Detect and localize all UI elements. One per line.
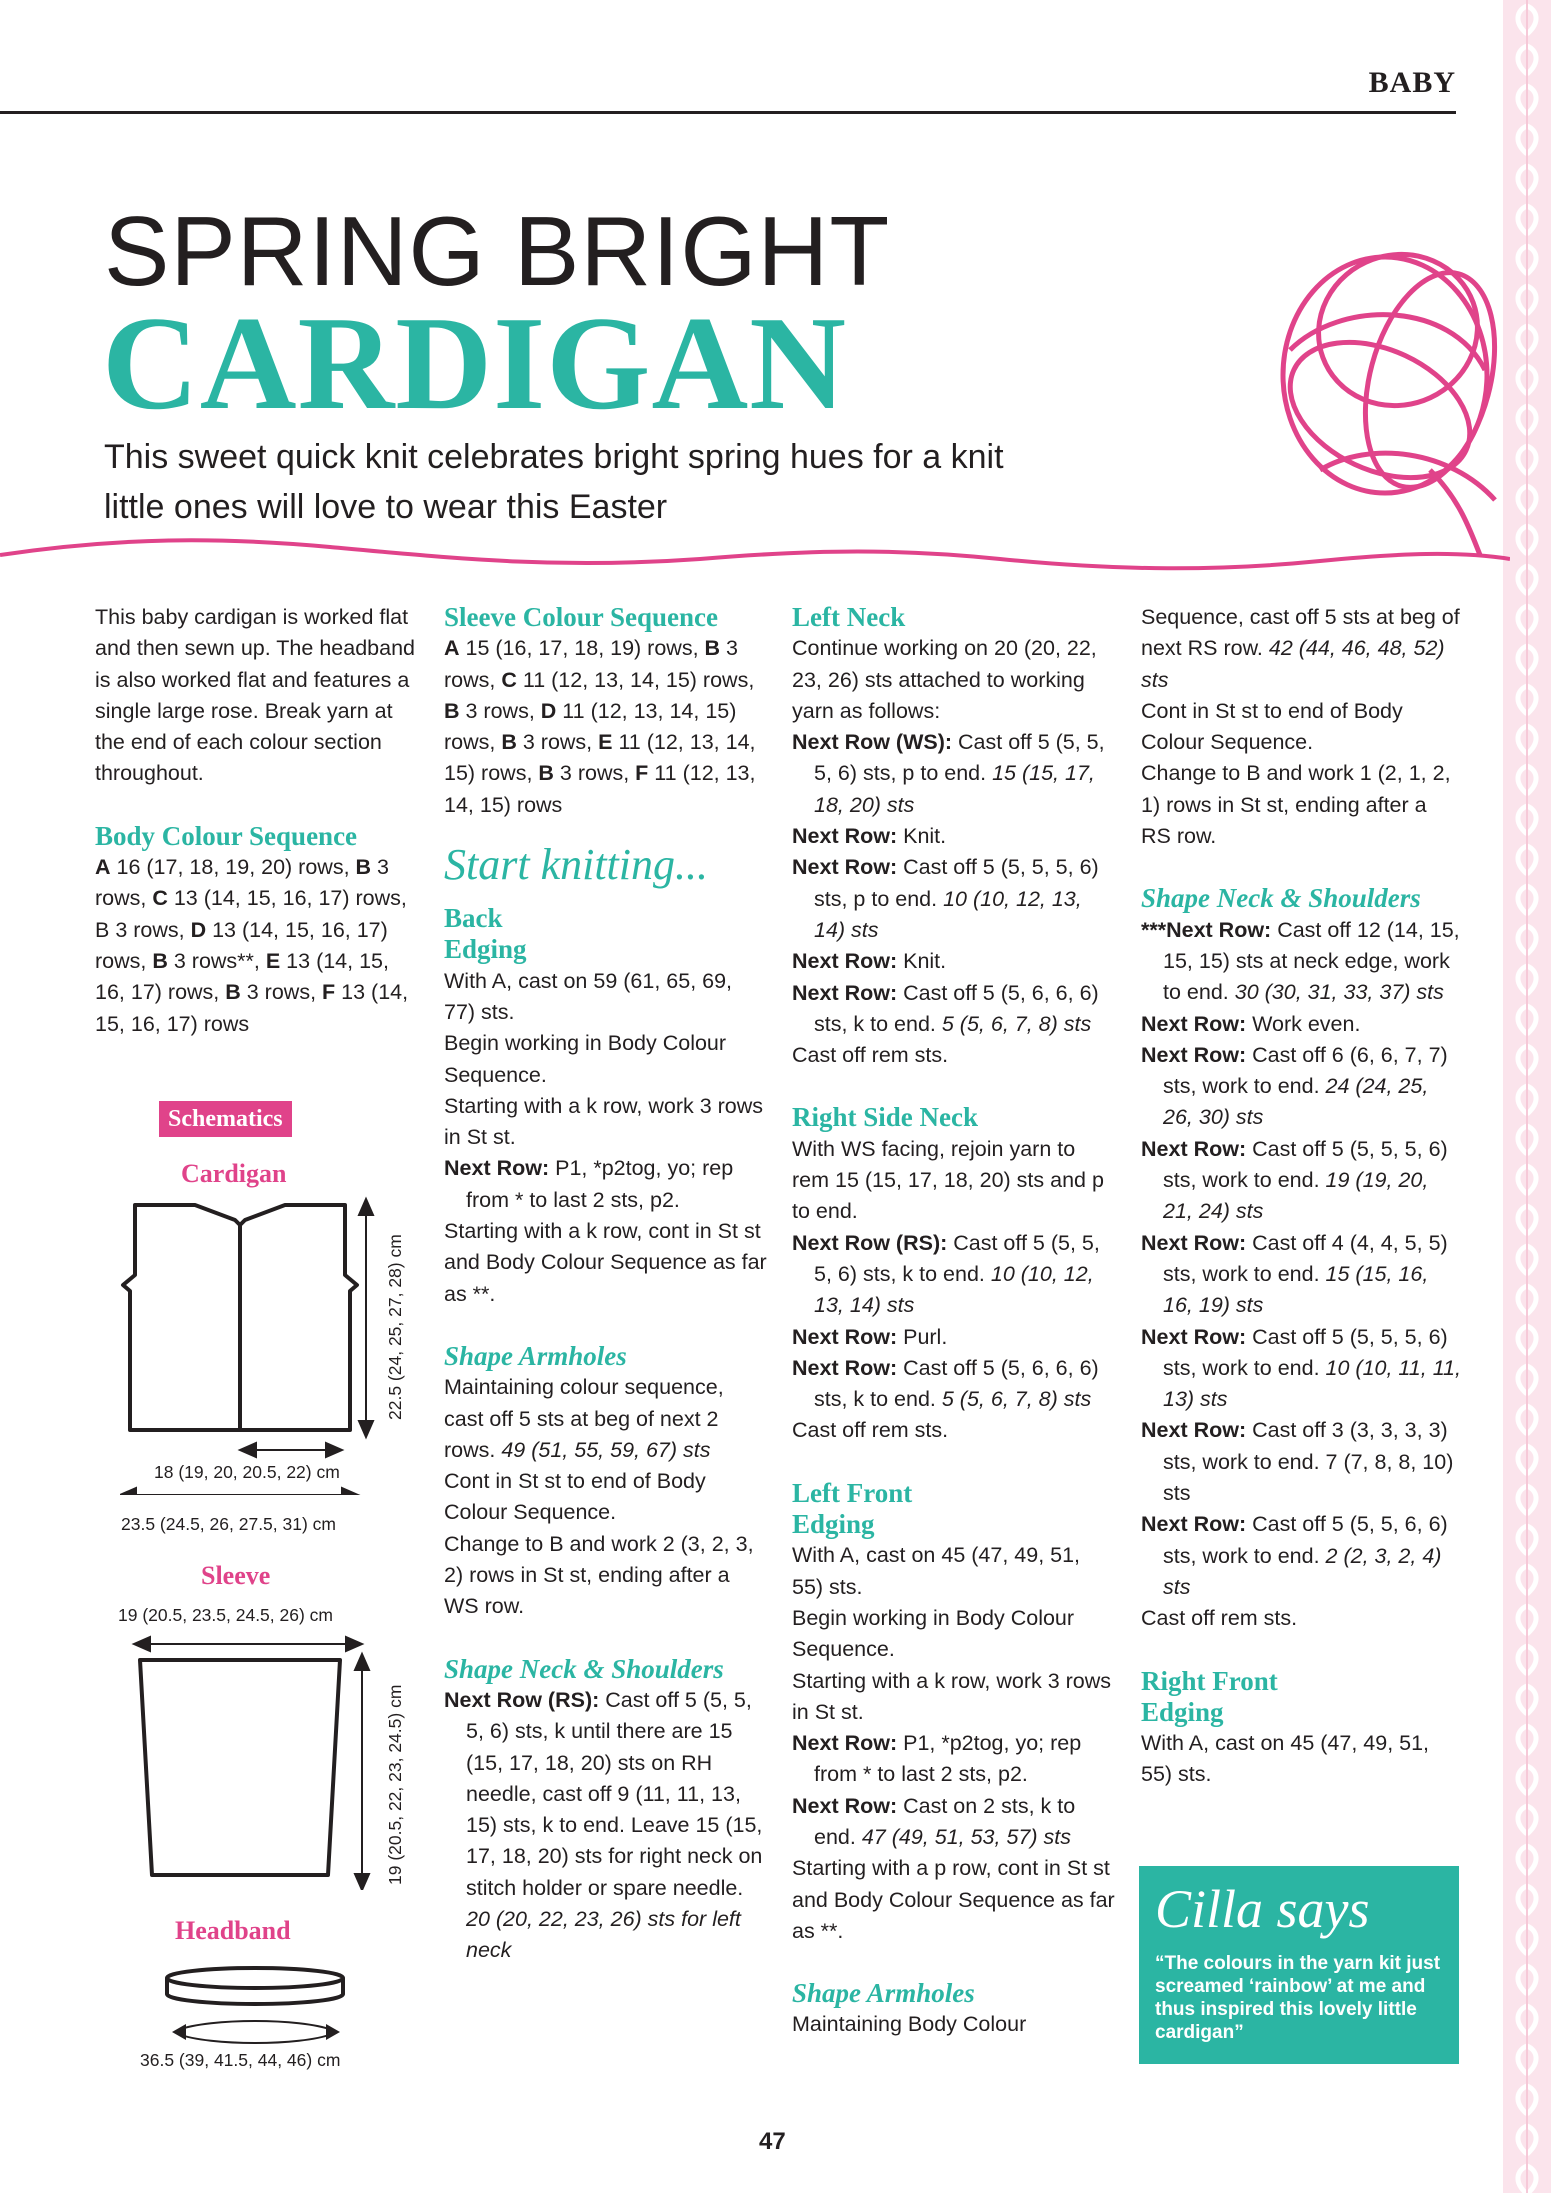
- start-knitting-heading: Start knitting...: [444, 840, 708, 890]
- headband-width-dimension: 36.5 (39, 41.5, 44, 46) cm: [140, 2050, 341, 2070]
- left-front-step-2: Begin working in Body Colour Sequence.: [792, 1605, 1075, 1662]
- front-neck-step-8: Next Row: Cast off 5 (5, 5, 6, 6) sts, work to end. 2 (2, 3, 2, 4) sts: [1141, 1512, 1448, 1599]
- front-neck-step-7: Next Row: Cast off 3 (3, 3, 3, 3) sts, work to end. 7 (7, 8, 8, 10) sts: [1141, 1418, 1454, 1506]
- left-front-step-5: Next Row: Cast on 2 sts, k to end. 47 (49, 51, 53, 57) sts: [792, 1793, 1076, 1849]
- front-neck-step-6: Next Row: Cast off 5 (5, 5, 5, 6) sts, work to end. 10 (10, 11, 11, 13) sts: [1141, 1324, 1461, 1412]
- sleeve-label: Sleeve: [201, 1561, 271, 1590]
- back-heading: Back: [444, 903, 503, 934]
- body-colour-sequence: A 16 (17, 18, 19, 20) rows, B 3 rows, C 13 (14, 15, 16, 17) rows, B 3 rows, D 13 (14, 15, 16, 17) rows, B 3 rows**, E 13 (14, 15, 16, 17) rows, B 3 rows, F 13 (14, 15, 16, 17) rows: [95, 855, 409, 1036]
- armholes-step-3: Change to B and work 2 (3, 2, 3, 2) rows in St st, ending after a WS row.: [444, 1531, 754, 1619]
- back-step-5: Starting with a k row, cont in St st and Body Colour Sequence as far as **.: [444, 1219, 767, 1306]
- section-label: BABY: [1368, 66, 1456, 99]
- col4-step-3: Change to B and work 1 (2, 1, 2, 1) rows in St st, ending after a RS row.: [1141, 761, 1451, 849]
- cardigan-height-dimension: 22.5 (24, 25, 27, 28) cm: [385, 1234, 405, 1420]
- right-front-step-1: With A, cast on 45 (47, 49, 51, 55) sts.: [1141, 1731, 1430, 1787]
- page-number: 47: [759, 2128, 786, 2155]
- column-4: [1141, 602, 1461, 1791]
- back-step-2: Begin working in Body Colour Sequence.: [444, 1031, 727, 1087]
- front-neck-step-9: Cast off rem sts.: [1141, 1606, 1298, 1631]
- left-front-heading: Left Front: [792, 1477, 913, 1508]
- left-front-step-1: With A, cast on 45 (47, 49, 51, 55) sts.: [792, 1543, 1081, 1599]
- right-neck-step-4: Next Row: Cast off 5 (5, 6, 6, 6) sts, k to end. 5 (5, 6, 7, 8) sts: [792, 1355, 1099, 1412]
- wavy-divider: [0, 535, 1510, 585]
- right-neck-step-2: Next Row (RS): Cast off 5 (5, 5, 5, 6) sts, k to end. 10 (10, 12, 13, 14) sts: [792, 1230, 1100, 1318]
- braid-pattern: [1503, 0, 1551, 2193]
- cilla-says-callout: [1139, 1866, 1459, 2064]
- back-edging-heading: Edging: [444, 934, 527, 965]
- right-neck-heading: Right Side Neck: [792, 1102, 979, 1133]
- column-2: [444, 602, 769, 1967]
- sleeve-colour-heading: Sleeve Colour Sequence: [444, 602, 718, 632]
- left-front-step-3: Starting with a k row, work 3 rows in St st.: [792, 1668, 1112, 1724]
- sleeve-colour-sequence: A 15 (16, 17, 18, 19) rows, B 3 rows, C 11 (12, 13, 14, 15) rows, B 3 rows, D 11 (12, 13, 14, 15) rows, B 3 rows, E 11 (12, 13, 14, 15) rows, B 3 rows, F 11 (12, 13, 14, 15) rows: [444, 636, 756, 817]
- schematics-badge: Schematics: [159, 1101, 292, 1137]
- cardigan-label: Cardigan: [181, 1159, 287, 1188]
- left-neck-step-1: Continue working on 20 (20, 22, 23, 26) sts attached to working yarn as follows:: [792, 636, 1097, 723]
- back-step-3: Starting with a k row, work 3 rows in St st.: [444, 1093, 764, 1150]
- right-neck-step-3: Next Row: Purl.: [792, 1324, 948, 1349]
- front-neck-step-1: ***Next Row: Cast off 12 (14, 15, 15, 15) sts at neck edge, work to end. 30 (30, 31, 33, 37) sts: [1141, 917, 1460, 1005]
- sleeve-schematic: [130, 1630, 400, 1890]
- front-neck-step-3: Next Row: Cast off 6 (6, 6, 7, 7) sts, work to end. 24 (24, 25, 26, 30) sts: [1141, 1042, 1448, 1130]
- back-step-1: With A, cast on 59 (61, 65, 69, 77) sts.: [444, 968, 733, 1024]
- shape-neck-heading: Shape Neck & Shoulders: [444, 1653, 724, 1684]
- column-3: [792, 602, 1117, 2041]
- right-front-heading: Right Front: [1141, 1665, 1278, 1696]
- right-front-edging-heading: Edging: [1141, 1696, 1224, 1727]
- intro-text: This baby cardigan is worked flat and then sewn up. The headband is also worked flat and features a single large rose. Break yarn at the end of each colour section throughout.: [95, 605, 415, 786]
- left-front-armholes-heading: Shape Armholes: [792, 1978, 975, 2009]
- headband-schematic: [150, 1960, 370, 2050]
- shape-armholes-heading: Shape Armholes: [444, 1340, 627, 1371]
- neck-step-1: Next Row (RS): Cast off 5 (5, 5, 5, 6) sts, k until there are 15 (15, 17, 18, 20) sts on RH needle, cast off 9 (11, 11, 13, 15) sts, k to end. Leave 15 (15, 17, 18, 20) sts for right neck on stitch holder or spare needle. 20 (20, 22, 23, 26) sts for left neck: [444, 1687, 763, 1963]
- left-neck-step-5: Next Row: Knit.: [792, 949, 947, 974]
- cardigan-width-dimension-1: 18 (19, 20, 20.5, 22) cm: [154, 1462, 340, 1482]
- col4-step-1: Sequence, cast off 5 sts at beg of next RS row. 42 (44, 46, 48, 52) sts: [1141, 605, 1460, 692]
- left-front-step-4: Next Row: P1, *p2tog, yo; rep from * to last 2 sts, p2.: [792, 1731, 1082, 1787]
- title-line-1: SPRING BRIGHT: [104, 196, 891, 306]
- left-neck-step-4: Next Row: Cast off 5 (5, 5, 5, 6) sts, p to end. 10 (10, 12, 13, 14) sts: [792, 855, 1099, 942]
- left-neck-step-2: Next Row (WS): Cast off 5 (5, 5, 5, 6) sts, p to end. 15 (15, 17, 18, 20) sts: [792, 730, 1105, 817]
- subtitle: This sweet quick knit celebrates bright spring hues for a knit little ones will love to wear this Easter: [104, 438, 1004, 526]
- header-rule: [0, 111, 1456, 114]
- left-neck-heading: Left Neck: [792, 602, 906, 632]
- braid-border: [1503, 0, 1551, 2193]
- col4-step-2: Cont in St st to end of Body Colour Sequence.: [1141, 698, 1403, 755]
- right-neck-step-1: With WS facing, rejoin yarn to rem 15 (15, 17, 18, 20) sts and p to end.: [792, 1136, 1104, 1224]
- left-neck-step-3: Next Row: Knit.: [792, 824, 947, 849]
- sleeve-height-dimension: 19 (20.5, 22, 23, 24.5) cm: [385, 1684, 405, 1885]
- armholes-step-1: Maintaining colour sequence, cast off 5 sts at beg of next 2 rows. 49 (51, 55, 59, 67) sts: [444, 1375, 724, 1462]
- left-front-edging-heading: Edging: [792, 1509, 875, 1540]
- callout-quote: “The colours in the yarn kit just screamed ‘rainbow’ at me and thus inspired this lovely little cardigan”: [1155, 1953, 1441, 2043]
- front-shape-neck-heading: Shape Neck & Shoulders: [1141, 883, 1421, 914]
- headband-label: Headband: [175, 1916, 291, 1945]
- callout-title: Cilla says: [1155, 1879, 1370, 1939]
- body-colour-heading: Body Colour Sequence: [95, 820, 358, 851]
- left-front-step-6: Starting with a p row, cont in St st and Body Colour Sequence as far as **.: [792, 1856, 1115, 1943]
- column-1: [95, 602, 415, 1040]
- front-neck-step-5: Next Row: Cast off 4 (4, 4, 5, 5) sts, work to end. 15 (15, 16, 16, 19) sts: [1141, 1230, 1448, 1318]
- front-neck-step-4: Next Row: Cast off 5 (5, 5, 5, 6) sts, work to end. 19 (19, 20, 21, 24) sts: [1141, 1136, 1448, 1224]
- back-step-4: Next Row: P1, *p2tog, yo; rep from * to last 2 sts, p2.: [444, 1156, 734, 1212]
- left-front-armholes-step-1: Maintaining Body Colour: [792, 2012, 1027, 2037]
- yarn-ball-illustration: [1280, 220, 1510, 560]
- cardigan-schematic: [120, 1195, 400, 1495]
- armholes-step-2: Cont in St st to end of Body Colour Sequence.: [444, 1469, 706, 1525]
- right-neck-step-5: Cast off rem sts.: [792, 1418, 949, 1443]
- front-neck-step-2: Next Row: Work even.: [1141, 1011, 1361, 1036]
- sleeve-width-dimension: 19 (20.5, 23.5, 24.5, 26) cm: [118, 1605, 333, 1625]
- left-neck-step-7: Cast off rem sts.: [792, 1043, 949, 1068]
- title-line-2: CARDIGAN: [102, 289, 847, 437]
- cardigan-width-dimension-2: 23.5 (24.5, 26, 27.5, 31) cm: [121, 1514, 336, 1534]
- left-neck-step-6: Next Row: Cast off 5 (5, 6, 6, 6) sts, k to end. 5 (5, 6, 7, 8) sts: [792, 980, 1099, 1036]
